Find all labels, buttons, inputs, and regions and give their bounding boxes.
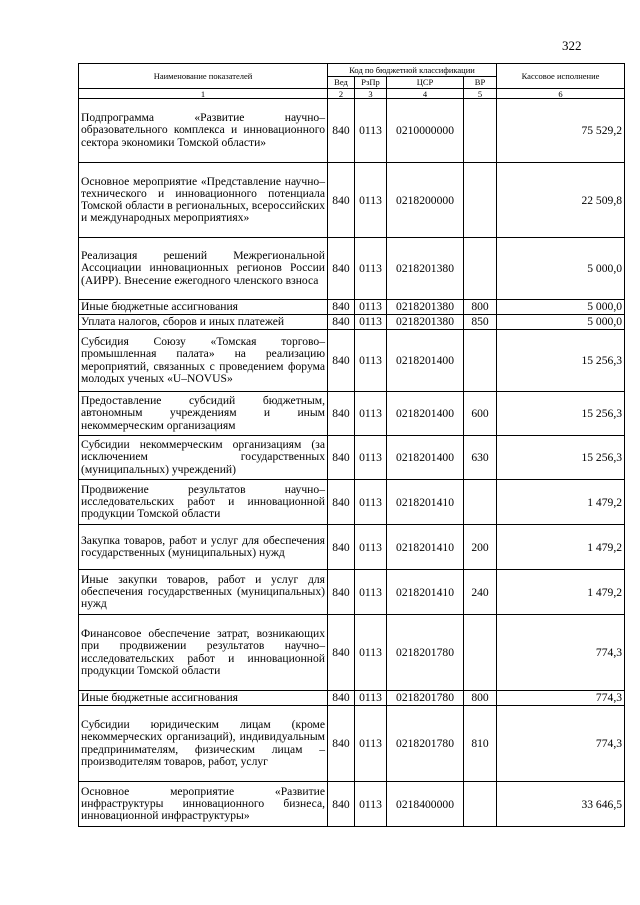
row-amount: 5 000,0 — [497, 300, 625, 315]
row-csr: 0218201400 — [387, 392, 464, 436]
row-amount: 774,3 — [497, 691, 625, 706]
row-vr — [464, 480, 497, 525]
row-csr: 0210000000 — [387, 99, 464, 163]
row-vr: 800 — [464, 300, 497, 315]
header-ved: Вед — [328, 77, 355, 89]
row-vr — [464, 615, 497, 691]
table-row — [79, 99, 625, 163]
row-csr: 0218201380 — [387, 300, 464, 315]
row-ved: 840 — [328, 615, 355, 691]
row-amount: 1 479,2 — [497, 525, 625, 570]
row-csr: 0218201410 — [387, 525, 464, 570]
row-vr: 630 — [464, 436, 497, 480]
row-vr — [464, 99, 497, 163]
row-vr: 810 — [464, 706, 497, 782]
row-csr: 0218201380 — [387, 238, 464, 300]
row-name: Подпрограмма «Развитие научно–образовательного комплекса и инновационного сектора экономики Томской области» — [79, 99, 328, 163]
col-number: 3 — [355, 89, 387, 99]
row-amount: 15 256,3 — [497, 392, 625, 436]
table-row — [79, 615, 625, 691]
table-row — [79, 163, 625, 238]
row-name: Иные бюджетные ассигнования — [79, 691, 328, 706]
row-ved: 840 — [328, 782, 355, 827]
row-ved: 840 — [328, 99, 355, 163]
col-number: 5 — [464, 89, 497, 99]
row-csr: 0218201780 — [387, 615, 464, 691]
row-name: Иные закупки товаров, работ и услуг для обеспечения государственных (муниципальных) нужд — [79, 570, 328, 615]
row-csr: 0218400000 — [387, 782, 464, 827]
header-vr: ВР — [464, 77, 497, 89]
row-csr: 0218201410 — [387, 480, 464, 525]
header-rzpr: РзПр — [355, 77, 387, 89]
row-vr: 850 — [464, 315, 497, 330]
row-rzpr: 0113 — [355, 238, 387, 300]
row-name: Субсидии юридическим лицам (кроме некоммерческих организаций), индивидуальным предпринимателям, физическим лицам – производителям товаров, работ, услуг — [79, 706, 328, 782]
row-name: Реализация решений Межрегиональной Ассоциации инновационных регионов России (АИРР). Внесение ежегодного членского взноса — [79, 238, 328, 300]
row-ved: 840 — [328, 706, 355, 782]
row-amount: 1 479,2 — [497, 570, 625, 615]
row-rzpr: 0113 — [355, 330, 387, 392]
row-vr: 800 — [464, 691, 497, 706]
row-rzpr: 0113 — [355, 99, 387, 163]
table-row — [79, 392, 625, 436]
row-csr: 0218201780 — [387, 706, 464, 782]
row-name: Финансовое обеспечение затрат, возникающих при продвижении результатов научно–исследовательских работ и инновационной продукции Томской области — [79, 615, 328, 691]
header-code-group: Код по бюджетной классификации — [328, 64, 497, 77]
row-ved: 840 — [328, 691, 355, 706]
col-number: 4 — [387, 89, 464, 99]
row-amount: 1 479,2 — [497, 480, 625, 525]
row-amount: 75 529,2 — [497, 99, 625, 163]
row-amount: 15 256,3 — [497, 330, 625, 392]
table-row — [79, 436, 625, 480]
row-vr — [464, 238, 497, 300]
table-row — [79, 238, 625, 300]
row-rzpr: 0113 — [355, 436, 387, 480]
row-ved: 840 — [328, 436, 355, 480]
header-name: Наименование показателей — [79, 64, 328, 89]
row-vr — [464, 163, 497, 238]
col-number: 6 — [497, 89, 625, 99]
row-ved: 840 — [328, 392, 355, 436]
table-row — [79, 691, 625, 706]
row-ved: 840 — [328, 330, 355, 392]
page-number: 322 — [562, 38, 582, 53]
row-name: Основное мероприятие «Развитие инфраструктуры инновационного бизнеса, инновационной инфраструктуры» — [79, 782, 328, 827]
table-row — [79, 782, 625, 827]
row-amount: 774,3 — [497, 615, 625, 691]
row-ved: 840 — [328, 315, 355, 330]
row-rzpr: 0113 — [355, 392, 387, 436]
row-vr: 200 — [464, 525, 497, 570]
row-vr — [464, 782, 497, 827]
row-rzpr: 0113 — [355, 163, 387, 238]
row-csr: 0218201780 — [387, 691, 464, 706]
row-ved: 840 — [328, 525, 355, 570]
row-rzpr: 0113 — [355, 782, 387, 827]
col-number: 2 — [328, 89, 355, 99]
table-row — [79, 300, 625, 315]
row-amount: 5 000,0 — [497, 315, 625, 330]
table-row — [79, 330, 625, 392]
row-ved: 840 — [328, 480, 355, 525]
row-name: Предоставление субсидий бюджетным, автономным учреждениям и иным некоммерческим организациям — [79, 392, 328, 436]
table-row — [79, 570, 625, 615]
row-rzpr: 0113 — [355, 300, 387, 315]
table-row — [79, 706, 625, 782]
row-rzpr: 0113 — [355, 315, 387, 330]
row-ved: 840 — [328, 163, 355, 238]
header-csr: ЦСР — [387, 77, 464, 89]
table-row — [79, 525, 625, 570]
col-number: 1 — [79, 89, 328, 99]
row-rzpr: 0113 — [355, 570, 387, 615]
row-rzpr: 0113 — [355, 615, 387, 691]
row-csr: 0218201380 — [387, 315, 464, 330]
row-csr: 0218201400 — [387, 330, 464, 392]
row-name: Основное мероприятие «Представление научно–технического и инновационного потенциала Томской области в региональных, всероссийских и международных мероприятиях» — [79, 163, 328, 238]
row-amount: 33 646,5 — [497, 782, 625, 827]
row-amount: 5 000,0 — [497, 238, 625, 300]
row-name: Уплата налогов, сборов и иных платежей — [79, 315, 328, 330]
header-execution: Кассовое исполнение — [497, 64, 625, 89]
row-csr: 0218201400 — [387, 436, 464, 480]
row-amount: 15 256,3 — [497, 436, 625, 480]
table-row — [79, 480, 625, 525]
row-amount: 22 509,8 — [497, 163, 625, 238]
row-vr: 240 — [464, 570, 497, 615]
row-rzpr: 0113 — [355, 691, 387, 706]
row-name: Субсидии некоммерческим организациям (за исключением государственных (муниципальных) учреждений) — [79, 436, 328, 480]
row-csr: 0218201410 — [387, 570, 464, 615]
row-name: Продвижение результатов научно–исследовательских работ и инновационной продукции Томской области — [79, 480, 328, 525]
row-ved: 840 — [328, 300, 355, 315]
row-rzpr: 0113 — [355, 706, 387, 782]
row-name: Закупка товаров, работ и услуг для обеспечения государственных (муниципальных) нужд — [79, 525, 328, 570]
row-vr — [464, 330, 497, 392]
table-row — [79, 315, 625, 330]
budget-table — [78, 63, 625, 827]
row-ved: 840 — [328, 570, 355, 615]
row-name: Иные бюджетные ассигнования — [79, 300, 328, 315]
row-vr: 600 — [464, 392, 497, 436]
row-rzpr: 0113 — [355, 480, 387, 525]
row-csr: 0218200000 — [387, 163, 464, 238]
row-rzpr: 0113 — [355, 525, 387, 570]
row-amount: 774,3 — [497, 706, 625, 782]
row-name: Субсидия Союзу «Томская торгово–промышленная палата» на реализацию мероприятий, связанных с проведением форума молодых ученых «U–NOVUS» — [79, 330, 328, 392]
row-ved: 840 — [328, 238, 355, 300]
